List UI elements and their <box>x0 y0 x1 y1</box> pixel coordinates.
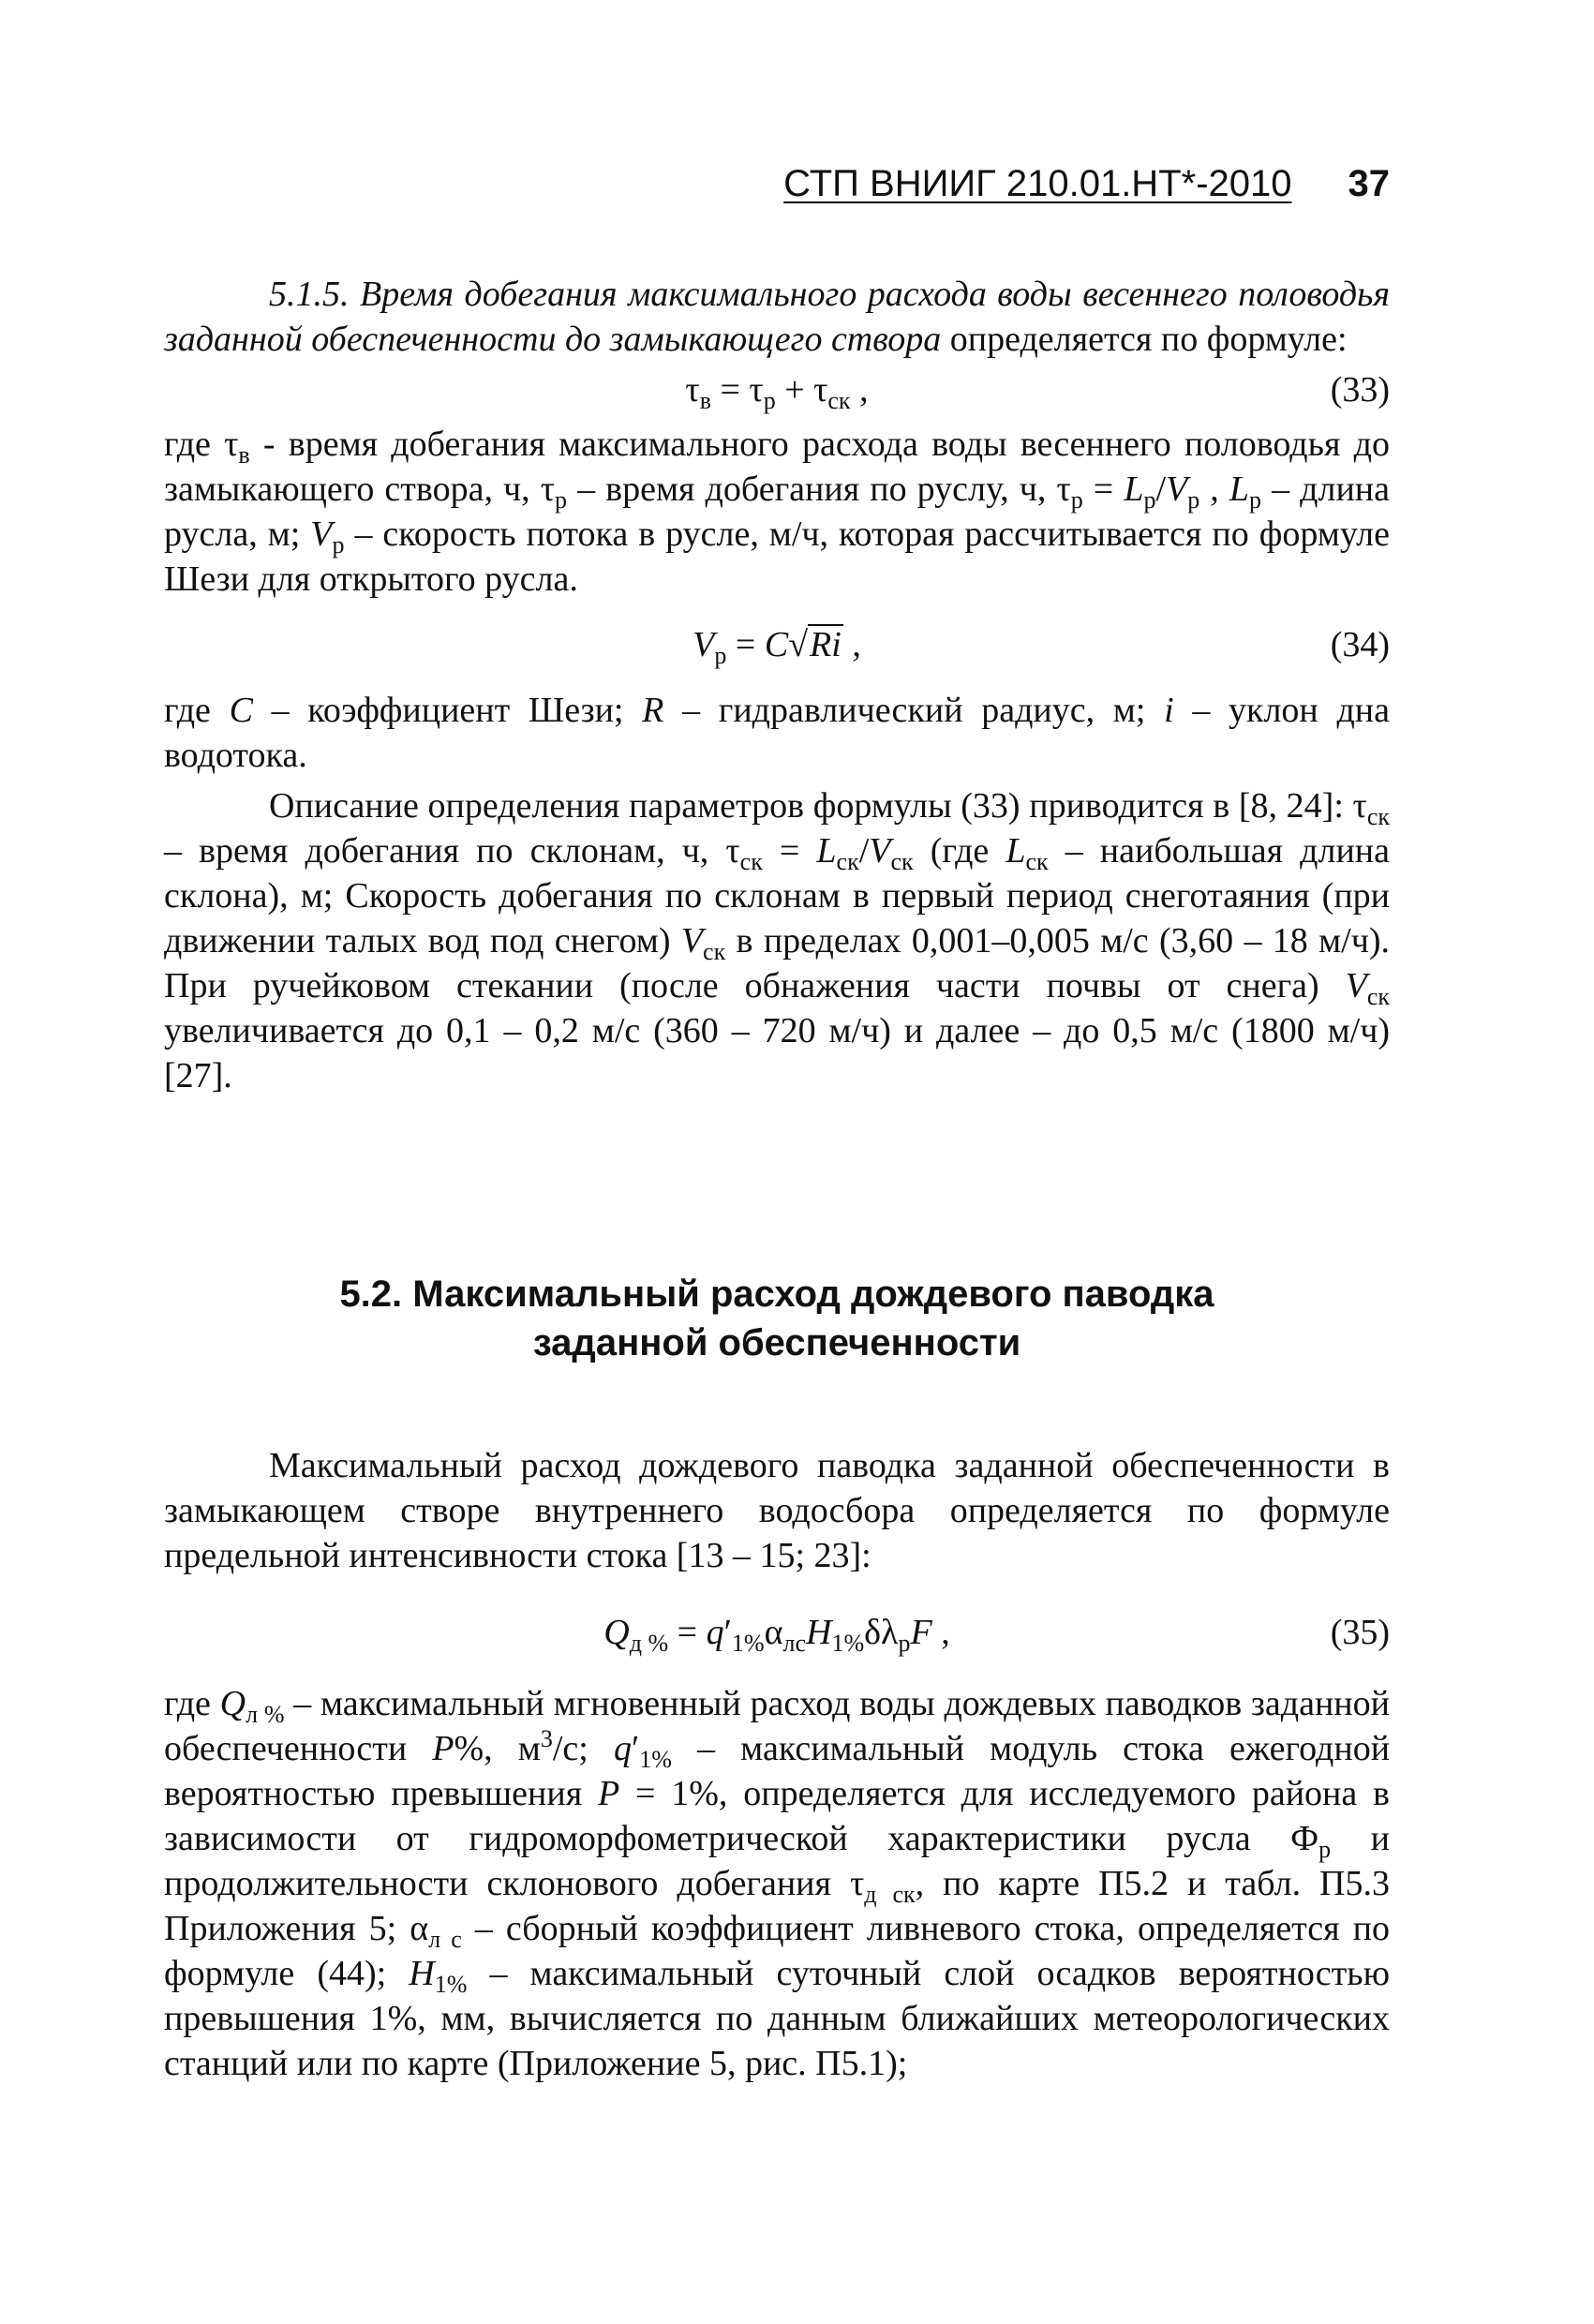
equation-34-number: (34) <box>1330 625 1390 664</box>
paragraph-eq34-explanation: где C – коэффициент Шези; R – гидравлический радиус, м; i – уклон дна водотока. <box>164 691 1390 775</box>
page-header <box>0 161 1390 206</box>
page-number: 37 <box>1348 163 1390 204</box>
section-title: Время добегания максимального расхода воды весеннего половодья заданной обеспеченности до замыкающего створа <box>164 275 1390 359</box>
equation-35-number: (35) <box>1330 1613 1390 1652</box>
section-5-1-5 <box>164 272 1390 1098</box>
equation-34 <box>164 618 1390 671</box>
section-number: 5.1.5. <box>269 275 350 314</box>
equation-33 <box>164 364 1390 416</box>
section-5-2-body <box>164 1443 1390 2086</box>
equation-35-formula: $Q_{д \%} = q'_{1\%}\alpha_{лс}H_{1\%}\delta\lambda_рF$ , <box>603 1613 950 1657</box>
standard-code: СТП ВНИИГ 210.01.НТ*-2010 <box>783 163 1292 204</box>
paragraph-rain-flood: Максимальный расход дождевого паводка заданной обеспеченности в замыкающем створе внутреннего водосбора определяется по формуле предельной интенсивности стока [13 – 15; 23]: <box>164 1446 1390 1575</box>
paragraph-parameters-description: Описание определения параметров формулы (33) приводится в [8, 24]: $\tau_{ск}$ – время добегания по склонам, ч, $\tau_{ск} = L_{ск}/V_{ск}$ (где $L_{ск}$ – наибольшая длина склона), м; Скорость добегания по склонам в первый период снеготаяния (при движении талых вод под снегом) $V_{ск}$ в пределах 0,001–0,005 м/с (3,60 – 18 м/ч). При ручейковом стекании (после обнажения части почвы от снега) $V_{ск}$ увеличивается до 0,1 – 0,2 м/с (360 – 720 м/ч) и далее – до 0,5 м/с (1800 м/ч) [27]. <box>164 786 1391 1095</box>
equation-34-formula: $V_р = C√Ri$ , <box>693 625 861 669</box>
paragraph-eq33-explanation: где $\tau_в$ - время добегания максимального расхода воды весеннего половодья до замыкающего створа, ч, $\tau_р$ – время добегания по руслу, ч, $\tau_р = L_р/V_р$ , $L_р$ – длина русла, м; $V_р$ – скорость потока в русле, м/ч, которая рассчитывается по формуле Шези для открытого русла. <box>164 425 1391 599</box>
paragraph-5-1-5: 5.1.5. Время добегания максимального расхода воды весеннего половодья заданной обеспеченности до замыкающего створа определяется по формуле: <box>164 275 1390 359</box>
section-heading-5-2: 5.2. Максимальный расход дождевого паводка заданной обеспеченности <box>339 1274 1214 1363</box>
equation-35 <box>164 1606 1390 1659</box>
paragraph-eq35-explanation: где $Q_{л \%}$ – максимальный мгновенный расход воды дождевых паводков заданной обеспеченности P%, $м^3/с$; $q'_{1\%}$ – максимальный модуль стока ежегодной вероятностью превышения P = 1%, определяется для исследуемого района в зависимости от гидроморфометрической характеристики русла $Ф_р$ и продолжительности склонового добегания $\tau_{д ск}$, по карте П5.2 и табл. П5.3 Приложения 5; $\alpha_{л с}$ – сборный коэффициент ливневого стока, определяется по формуле (44); $H_{1\%}$ – максимальный суточный слой осадков вероятностью превышения 1%, мм, вычисляется по данным ближайших метеорологических станций или по карте (Приложение 5, рис. П5.1); <box>164 1684 1391 2083</box>
equation-33-number: (33) <box>1330 370 1390 410</box>
equation-33-formula: $\tau_в = \tau_р + \tau_{ск}$ , <box>685 370 869 414</box>
